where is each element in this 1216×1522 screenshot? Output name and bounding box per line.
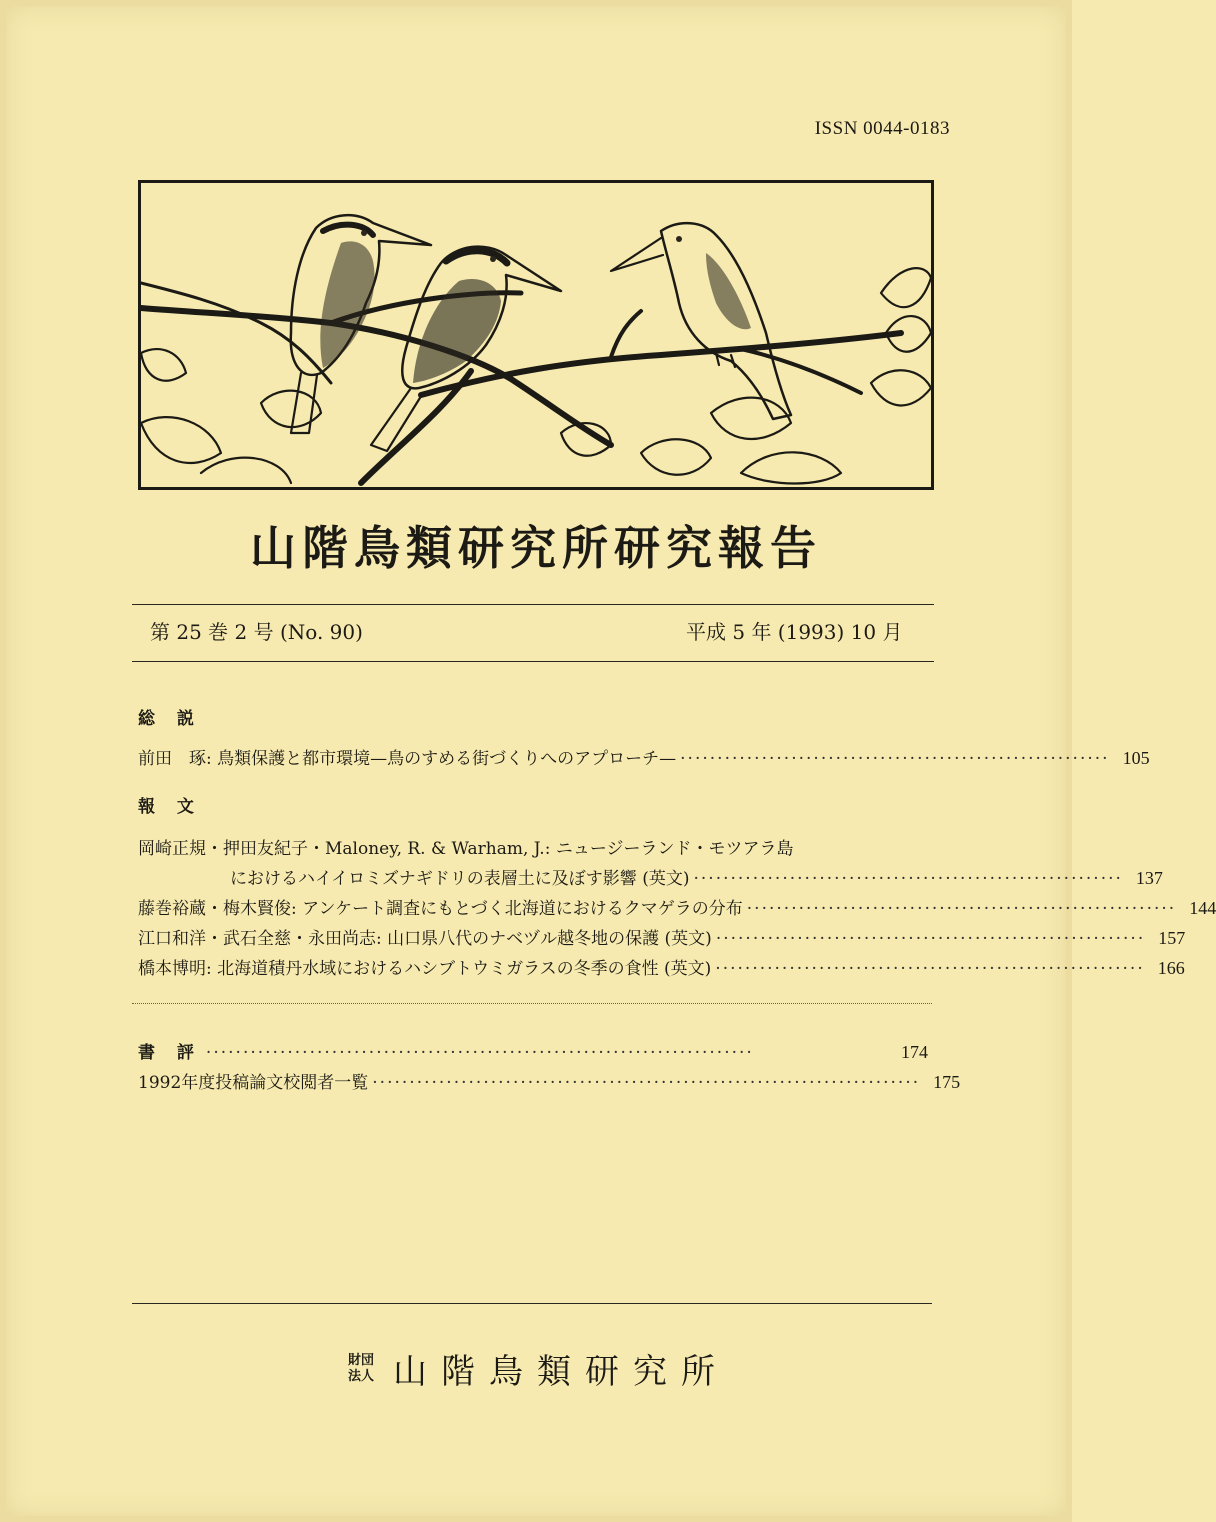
section-review-heading: 総 説: [138, 709, 202, 729]
publisher-kind-line2: 法人: [347, 1368, 374, 1384]
toc-entry-reviewers[interactable]: [138, 1068, 961, 1093]
section-papers-heading: 報 文: [138, 797, 202, 817]
toc-entry-title: 1992年度投稿論文校閲者一覧: [138, 1073, 369, 1093]
toc-page-number: 175: [933, 1072, 961, 1092]
toc-entry-paper-3[interactable]: [138, 924, 1186, 949]
toc-entry-paper-2[interactable]: [138, 894, 1216, 919]
toc-entry-paper-4[interactable]: [138, 954, 1185, 979]
issn-number: ISSN 0044-0183: [814, 118, 950, 139]
toc-entry-title: 岡崎正規・押田友紀子・Maloney, R. & Warham, J.: ニュージーランド・モツアラ島: [138, 839, 794, 859]
dot-leader: ··························································: [746, 899, 1177, 919]
toc-page-number: 144: [1189, 898, 1216, 918]
issue-volume: 第 25 巻 2 号 (No. 90): [150, 620, 363, 644]
dot-leader: ··························································: [715, 929, 1146, 949]
issue-date: 平成 5 年 (1993) 10 月: [686, 620, 903, 644]
toc-page-number: 174: [901, 1042, 928, 1062]
kingfishers-on-branch-icon: [138, 180, 934, 490]
toc-page-number: 137: [1135, 868, 1163, 888]
toc-page-number: 157: [1158, 928, 1186, 948]
dot-leader: ··········································································: [205, 1043, 754, 1063]
toc-entry-title: 藤巻裕蔵・梅木賢俊: アンケート調査にもとづく北海道におけるクマゲラの分布: [138, 899, 743, 919]
toc-entry-paper-1-cont[interactable]: [230, 864, 1163, 889]
journal-title: 山階鳥類研究所研究報告: [250, 521, 822, 575]
dot-leader: ··························································: [693, 869, 1123, 889]
dot-leader: ··········································································: [372, 1073, 921, 1093]
toc-entry-title: 江口和洋・武石全慈・永田尚志: 山口県八代のナベヅル越冬地の保護 (英文): [138, 929, 712, 949]
publisher-kind-line1: 財団: [347, 1352, 374, 1368]
dot-leader: ··························································: [715, 959, 1145, 979]
header-top-rule: [132, 604, 934, 605]
footer-rule: [132, 1303, 932, 1304]
publisher-name: 山階鳥類研究所: [393, 1352, 729, 1392]
publisher: [0, 1344, 1072, 1393]
toc-entry-title: 前田 琢: 鳥類保護と都市環境—鳥のすめる街づくりへのアプローチ—: [138, 749, 677, 769]
toc-page-number: 166: [1157, 958, 1185, 978]
dot-leader: ··························································: [680, 749, 1110, 769]
toc-entry-paper-1[interactable]: [138, 834, 928, 859]
toc-entry-review[interactable]: [138, 744, 1150, 769]
toc-entry-title: 書 評: [138, 1043, 202, 1063]
publisher-kind: [343, 1353, 379, 1385]
toc-entry-book-review[interactable]: [138, 1038, 928, 1063]
toc-page-number: 105: [1122, 748, 1150, 768]
header-bottom-rule: [132, 661, 934, 662]
toc-entry-title: 橋本博明: 北海道積丹水域におけるハシブトウミガラスの冬季の食性 (英文): [138, 959, 712, 979]
toc-entry-title-cont: におけるハイイロミズナギドリの表層土に及ぼす影響 (英文): [230, 869, 690, 889]
section-divider: [132, 1003, 932, 1004]
